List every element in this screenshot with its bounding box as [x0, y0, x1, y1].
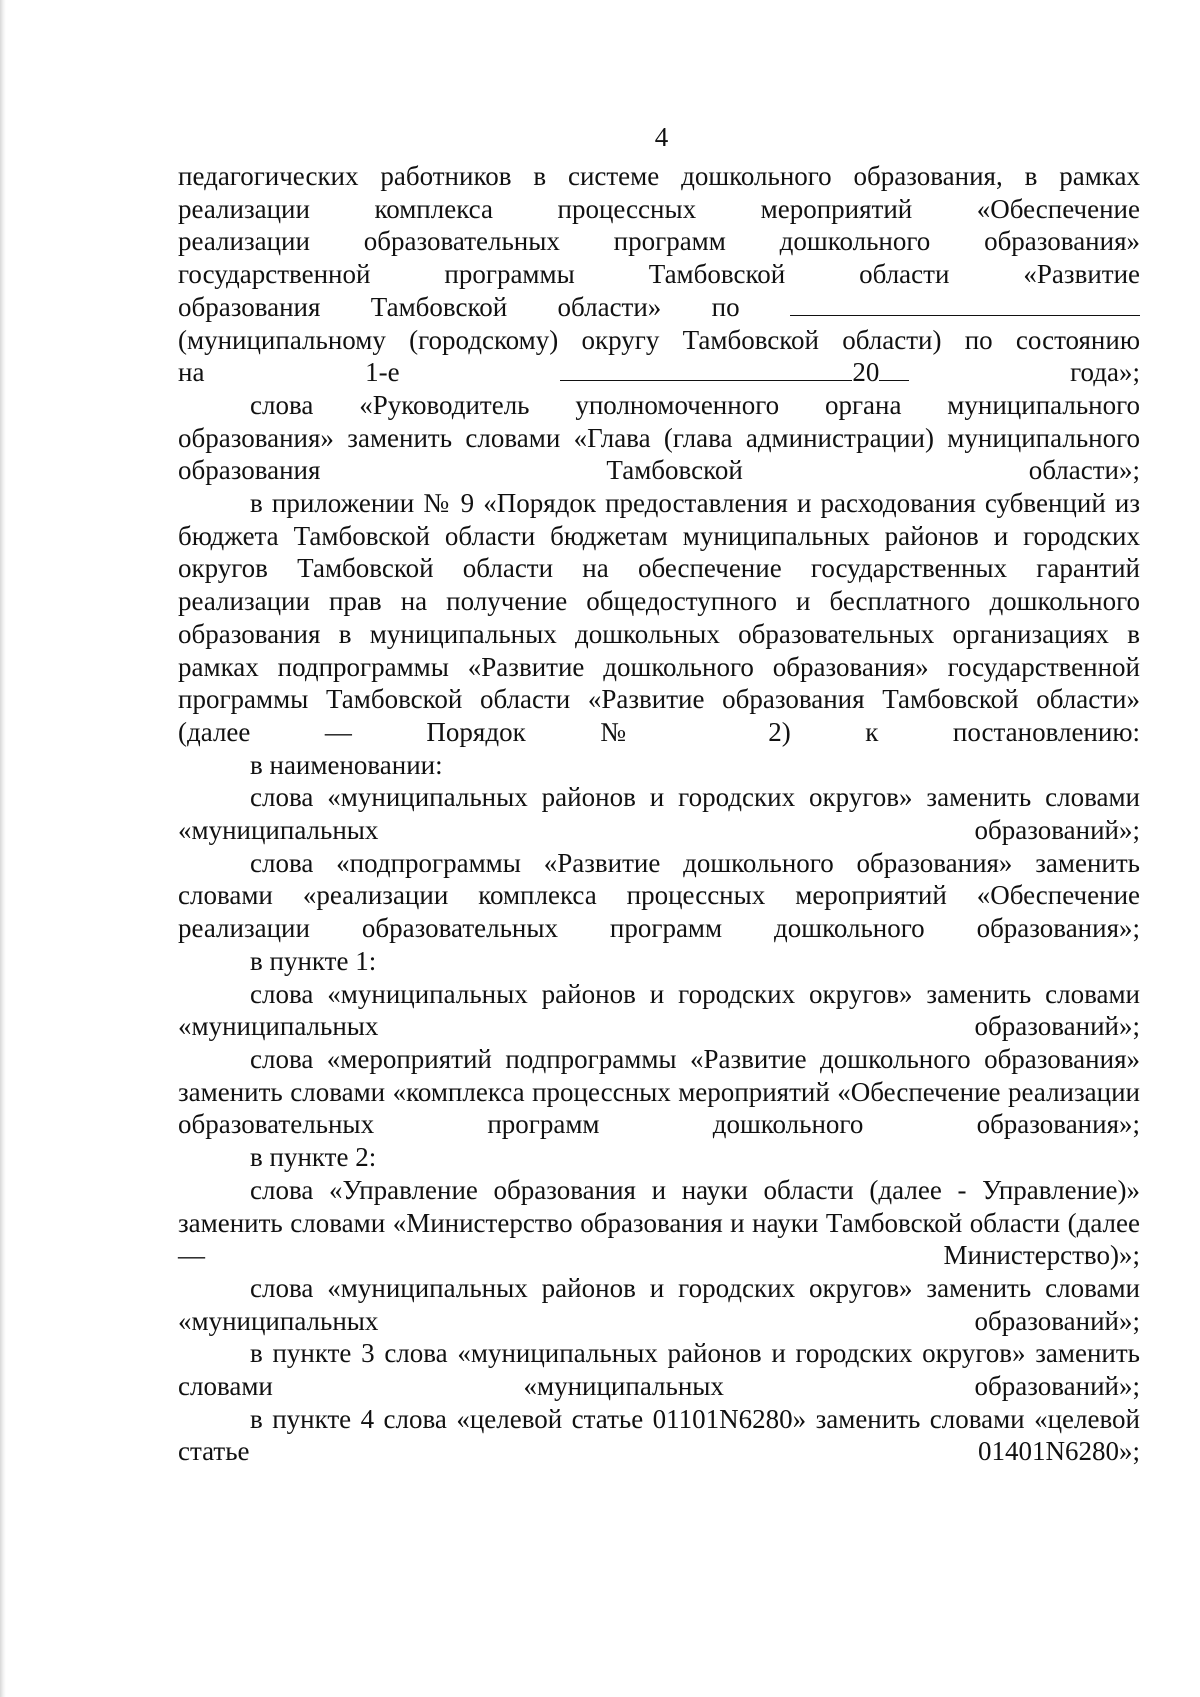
- paragraph-6: в пункте 1:: [250, 945, 377, 976]
- paragraph-12: в пункте 3 слова «муниципальных районов и городских округов» заменить словами «муниципальных образований»;: [178, 1338, 1140, 1402]
- blank-line-date: [560, 356, 852, 381]
- blank-line-year: [879, 356, 909, 381]
- opening-line-6: (муниципальному (городскому) округу Тамбовской области) по состоянию: [178, 324, 1140, 355]
- paragraph-13: в пункте 4 слова «целевой статье 01101N6280» заменить словами «целевой статье 01401N6280»;: [178, 1403, 1140, 1467]
- scan-edge-shadow: [0, 0, 6, 1697]
- paragraph-3: в наименовании:: [250, 749, 443, 780]
- paragraph-1: слова «Руководитель уполномоченного органа муниципального образования» заменить словами «Глава (глава администрации) муниципального образования Тамбовской области»;: [178, 389, 1140, 486]
- opening-paragraph: [178, 160, 1140, 389]
- opening-line-4: государственной программы Тамбовской области «Развитие: [178, 259, 1140, 290]
- opening-line-5: [178, 291, 1140, 324]
- opening-line-5-text: образования Тамбовской области» по: [178, 291, 740, 322]
- blank-line-municipality: [790, 291, 1140, 316]
- paragraph-2: в приложении № 9 «Порядок предоставления и расходования субвенций из бюджета Тамбовской области бюджетам муниципальных районов и городских округов Тамбовской области на обеспечение государственных гарантий реализации прав на получение общедоступного и бесплатного дошкольного образования в муниципальных дошкольных образовательных организациях в рамках подпрограммы «Развитие дошкольного образования» государственной программы Тамбовской области «Развитие образования Тамбовской области» (далее — Порядок № 2) к постановлению:: [178, 488, 1140, 747]
- paragraph-8: слова «мероприятий подпрограммы «Развитие дошкольного образования» заменить словами «комплекса процессных мероприятий «Обеспечение реализации образовательных программ дошкольного образования»;: [178, 1043, 1140, 1140]
- date-prefix: на 1-е: [178, 357, 400, 388]
- opening-line-7: [178, 356, 1140, 389]
- opening-line-3: реализации образовательных программ дошкольного образования»: [178, 226, 1140, 257]
- paragraph-7: слова «муниципальных районов и городских округов» заменить словами «муниципальных образований»;: [178, 978, 1140, 1042]
- opening-line-1: педагогических работников в системе дошкольного образования, в рамках: [178, 161, 1140, 191]
- paragraph-5: слова «подпрограммы «Развитие дошкольного образования» заменить словами «реализации комплекса процессных мероприятий «Обеспечение реализации образовательных программ дошкольного образования»;: [178, 847, 1140, 944]
- date-suffix: года»;: [1070, 357, 1141, 388]
- opening-line-2: реализации комплекса процессных мероприятий «Обеспечение: [178, 193, 1140, 224]
- page-number: 4: [654, 122, 669, 152]
- paragraph-10: слова «Управление образования и науки области (далее - Управление)» заменить словами «Министерство образования и науки Тамбовской области (далее — Министерство)»;: [178, 1174, 1140, 1271]
- paragraph-4: слова «муниципальных районов и городских округов» заменить словами «муниципальных образований»;: [178, 782, 1140, 846]
- document-body: [178, 160, 1140, 1468]
- date-year: 20: [852, 357, 880, 388]
- paragraph-11: слова «муниципальных районов и городских округов» заменить словами «муниципальных образований»;: [178, 1272, 1140, 1336]
- paragraph-9: в пункте 2:: [250, 1142, 377, 1173]
